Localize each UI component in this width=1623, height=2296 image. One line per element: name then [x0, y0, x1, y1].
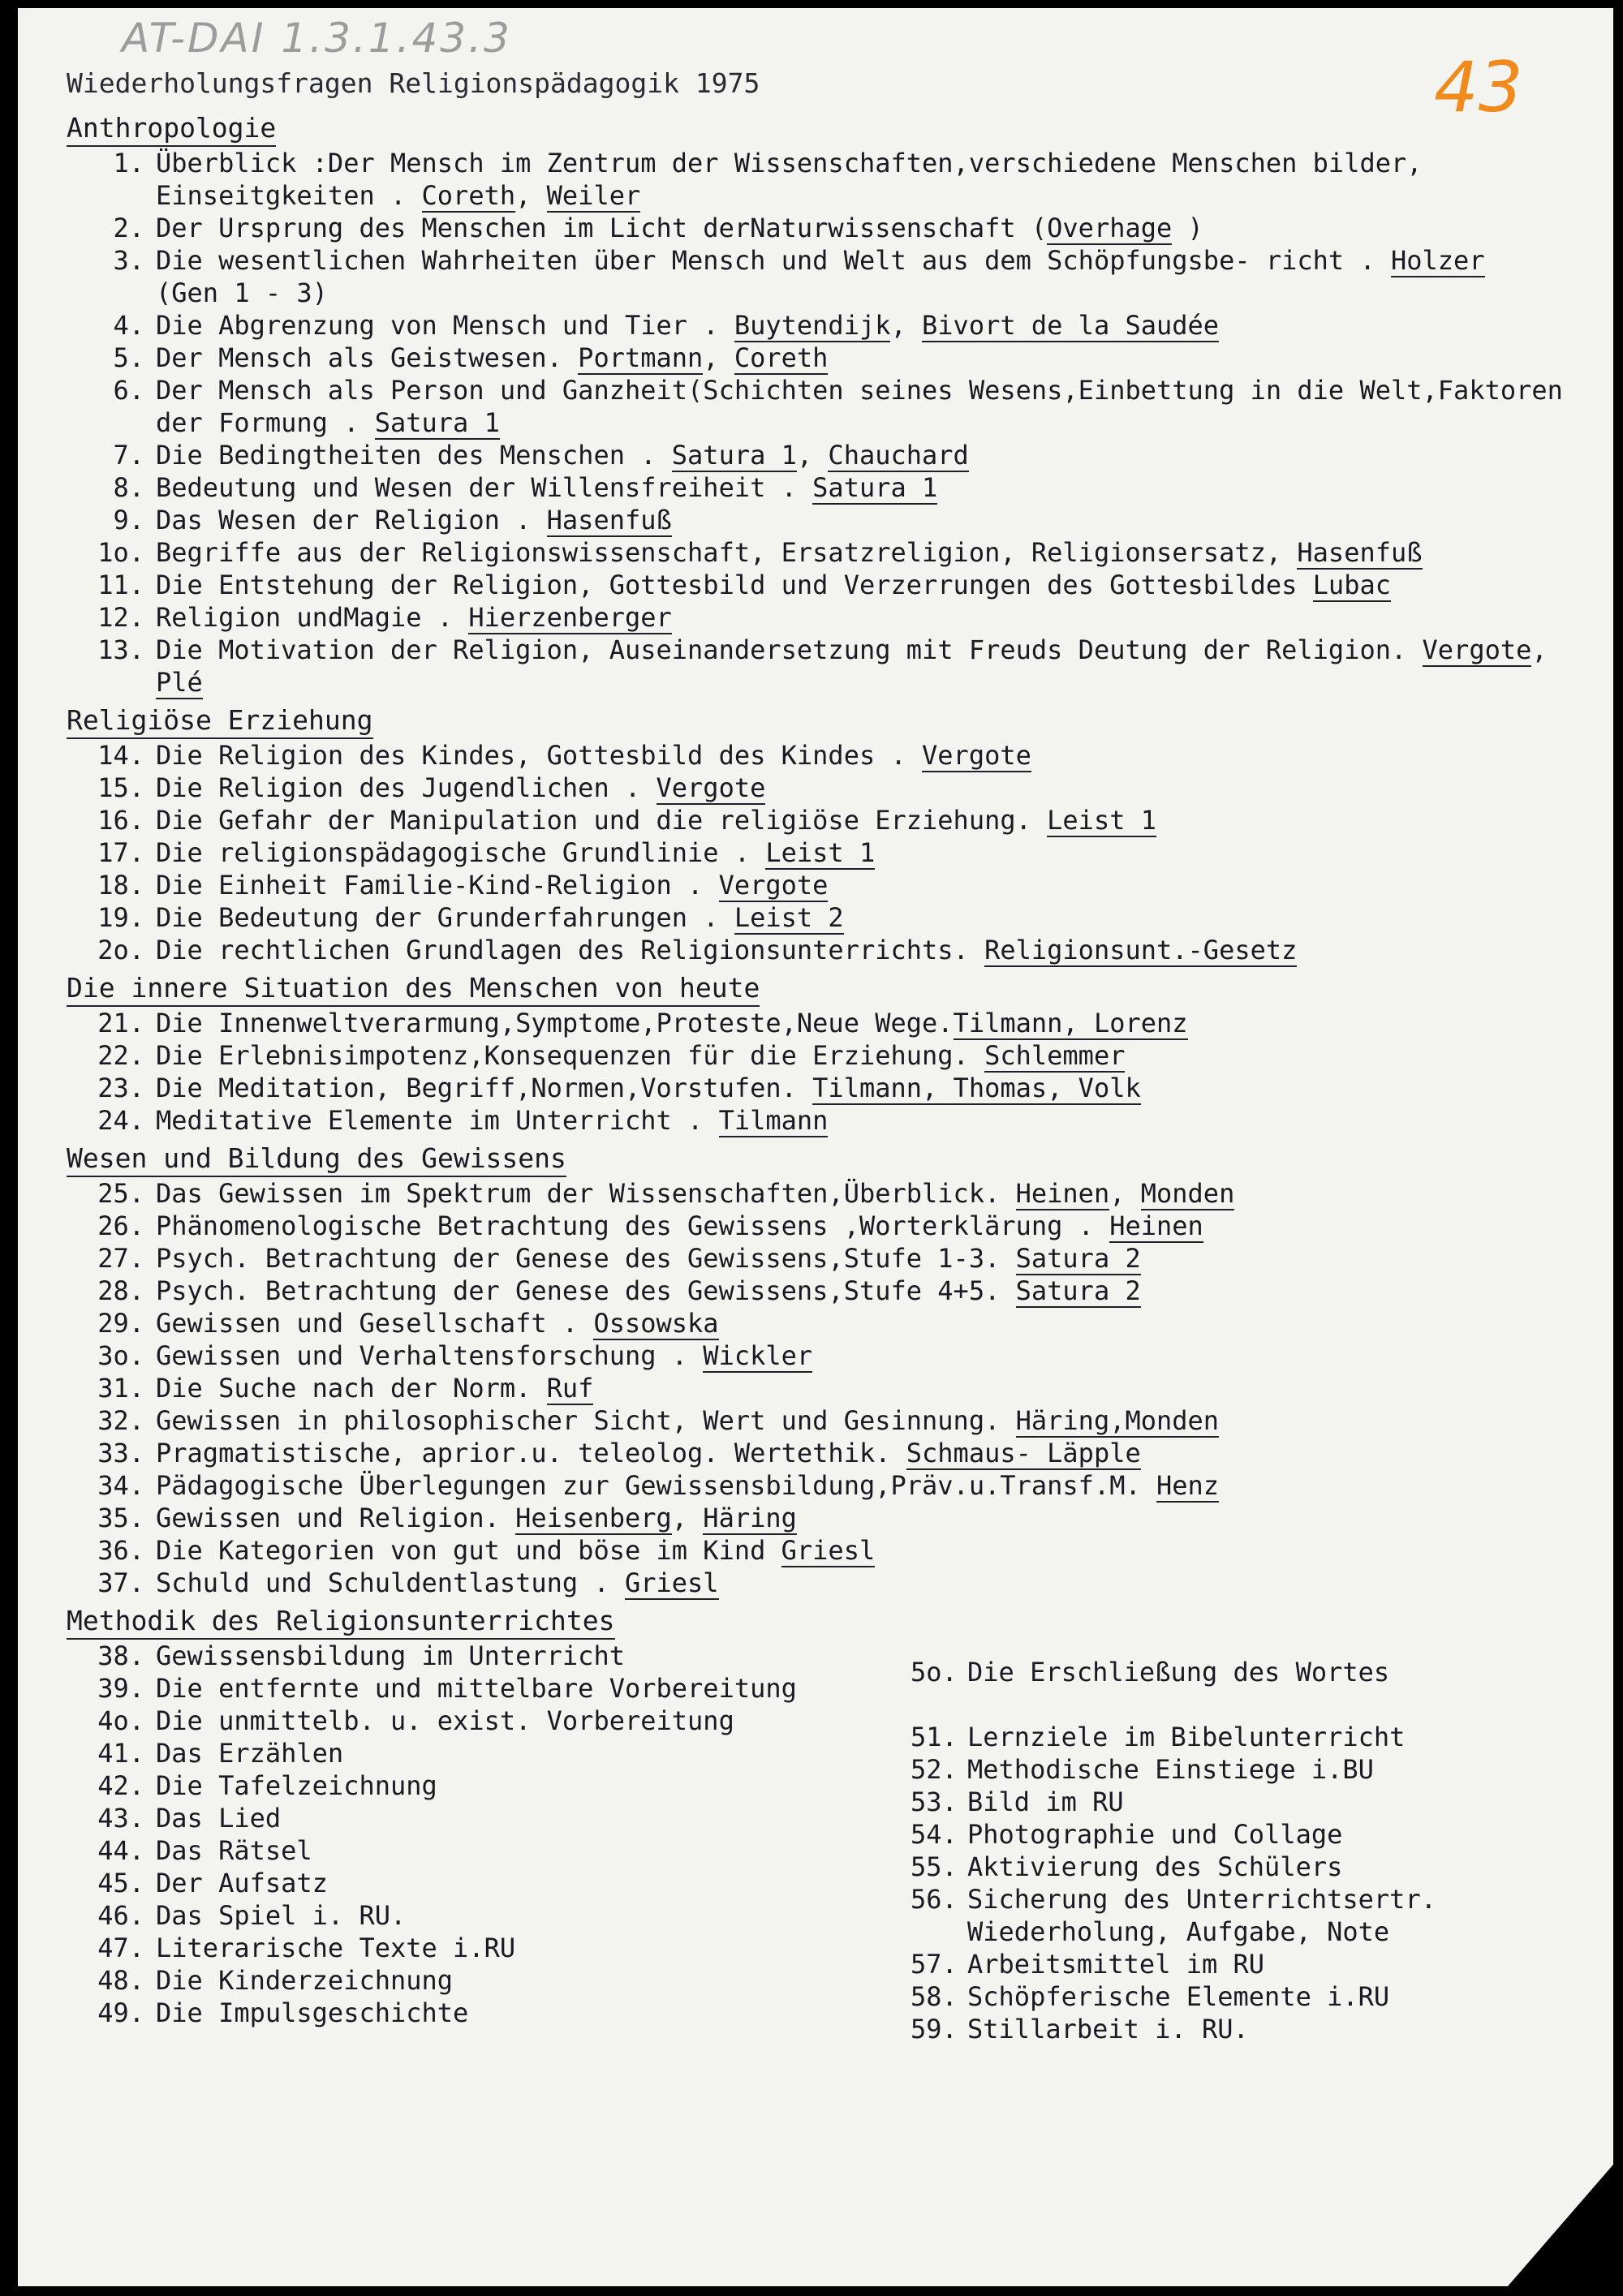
item-text: Bild im RU	[967, 1786, 1124, 1817]
item-text: Die Erlebnisimpotenz,Konsequenzen für die Erziehung.	[156, 1040, 985, 1071]
item-text: Die Religion des Kindes, Gottesbild des Kindes .	[156, 740, 923, 771]
item-number: 46.	[97, 1900, 144, 1931]
item-number: 33.	[97, 1438, 144, 1468]
author-reference: Heinen	[1015, 1178, 1110, 1209]
list-item	[67, 1242, 1600, 1275]
list-item	[67, 1899, 911, 1932]
item-number: 1o.	[97, 537, 144, 568]
list-item	[67, 1964, 911, 1997]
item-text: Der Aufsatz	[156, 1868, 328, 1898]
methodik-right-column	[911, 1640, 1600, 2045]
author-reference: Tilmann	[718, 1105, 829, 1136]
item-number: 25.	[97, 1178, 144, 1209]
item-text: Die Gefahr der Manipulation und die religiöse Erziehung.	[156, 805, 1048, 836]
item-text-block	[144, 569, 1600, 601]
list-item	[67, 1672, 911, 1705]
author-reference: Religionsunt.-Gesetz	[984, 935, 1298, 965]
item-text: Die Meditation, Begriff,Normen,Vorstufen.	[156, 1073, 813, 1103]
author-reference: Tilmann, Thomas, Volk	[812, 1073, 1141, 1103]
document-page	[18, 8, 1613, 2286]
item-text-block	[144, 934, 1600, 966]
item-text: Die Bedingtheiten des Menschen .	[156, 440, 672, 471]
item-text: Die unmittelb. u. exist. Vorbereitung	[156, 1705, 734, 1736]
item-text-block	[144, 374, 1600, 439]
list-item	[911, 1851, 1600, 1883]
item-text: Das Erzählen	[156, 1738, 344, 1769]
author-reference: Heisenberg	[515, 1503, 672, 1533]
author-reference: Portmann	[578, 342, 704, 373]
list-item	[67, 1567, 1600, 1599]
item-text-block	[144, 1275, 1600, 1307]
archive-id-handwritten: AT-DAI 1.3.1.43.3	[122, 15, 512, 62]
list-item	[67, 804, 1600, 836]
list-item	[67, 1867, 911, 1899]
item-number: 8.	[113, 472, 144, 503]
item-number: 26.	[97, 1210, 144, 1241]
item-number: 4.	[113, 310, 144, 341]
item-text-block	[144, 536, 1600, 569]
item-text-block	[144, 739, 1600, 772]
item-text-block	[144, 1210, 1600, 1242]
item-number: 13.	[97, 634, 144, 665]
item-text-block	[144, 1372, 1600, 1404]
item-number: 4o.	[97, 1705, 144, 1736]
item-text: Das Wesen der Religion .	[156, 505, 547, 535]
item-text-after: )	[1172, 213, 1203, 243]
author-reference: Vergote	[1422, 634, 1532, 665]
item-number: 24.	[97, 1105, 144, 1136]
list-item	[67, 772, 1600, 804]
item-text-block	[144, 1404, 1600, 1437]
item-number: 38.	[97, 1640, 144, 1671]
author-reference: Satura 1	[374, 407, 500, 438]
item-number: 22.	[97, 1040, 144, 1071]
author-reference: Leist 1	[765, 837, 876, 868]
item-number: 27.	[97, 1243, 144, 1274]
author-reference: Plé	[156, 667, 203, 698]
item-text-block	[144, 504, 1600, 536]
item-text-block	[144, 1242, 1600, 1275]
author-reference: Griesl	[624, 1567, 719, 1598]
item-text: Die Kinderzeichnung	[156, 1965, 454, 1996]
author-reference: Satura 2	[1015, 1243, 1141, 1274]
item-text-block	[144, 1534, 1600, 1567]
item-number: 37.	[97, 1567, 144, 1598]
document-title: Wiederholungsfragen Religionspädagogik 1975	[67, 67, 760, 99]
list-item	[67, 1737, 911, 1769]
list-item	[911, 2013, 1600, 2045]
item-number: 17.	[97, 837, 144, 868]
item-text	[956, 1688, 1600, 1721]
author-reference: Leist 1	[1047, 805, 1156, 836]
item-number: 31.	[97, 1373, 144, 1404]
item-text: Gewissen und Religion.	[156, 1503, 516, 1533]
author-reference: Coreth	[421, 180, 516, 211]
list-item	[67, 1039, 1600, 1072]
item-text: Die Suche nach der Norm.	[156, 1373, 547, 1404]
item-text-block: Überblick :Der Mensch im Zentrum der Wissenschaften,verschiedene Menschen bilder, Einseitgkeiten . Coreth, Weiler	[156, 148, 1438, 211]
list-item	[67, 1210, 1600, 1242]
item-number: 19.	[97, 902, 144, 933]
item-text: Pragmatistische, aprior.u. teleolog. Wertethik.	[156, 1438, 906, 1468]
list-item	[67, 836, 1600, 869]
list-item	[67, 309, 1600, 342]
item-text: Gewissen und Verhaltensforschung .	[156, 1340, 704, 1371]
item-number: 2.	[113, 213, 144, 243]
item-text: Sicherung des Unterrichtsertr. Wiederholung, Aufgabe, Note	[967, 1884, 1453, 1947]
list-item	[67, 504, 1600, 536]
page-number-handwritten: 43	[1434, 47, 1523, 128]
list-item	[67, 536, 1600, 569]
author-reference: Wickler	[703, 1340, 813, 1371]
item-text: Schuld und Schuldentlastung .	[156, 1567, 625, 1598]
item-text-block	[144, 471, 1600, 504]
item-text: Die Abgrenzung von Mensch und Tier .	[156, 310, 734, 341]
list-item	[67, 1534, 1600, 1567]
item-number: 39.	[97, 1673, 144, 1704]
item-text-block	[144, 1072, 1600, 1104]
author-reference: Häring	[703, 1503, 797, 1533]
section-heading: Methodik des Religionsunterrichtes	[67, 1604, 615, 1640]
sections-container	[67, 106, 1600, 1599]
item-number: 52.	[911, 1754, 958, 1785]
list-item	[911, 1883, 1600, 1948]
item-text-block: Die Motivation der Religion, Auseinandersetzung mit Freuds Deutung der Religion. Vergote, Plé	[156, 634, 1563, 698]
list-item	[67, 1705, 911, 1737]
item-number: 41.	[97, 1738, 144, 1769]
item-text: Die Entstehung der Religion, Gottesbild und Verzerrungen des Gottesbildes	[156, 570, 1313, 600]
item-number: 55.	[911, 1851, 958, 1882]
author-reference: Bivort de la Saudée	[922, 310, 1220, 341]
methodik-left-column	[67, 1640, 911, 2045]
author-reference: Satura 1	[671, 440, 797, 471]
item-text-block	[144, 1469, 1600, 1502]
author-reference: Vergote	[922, 740, 1031, 771]
item-text: Begriffe aus der Religionswissenschaft, Ersatzreligion, Religionsersatz,	[156, 537, 1298, 568]
author-reference: Holzer	[1390, 245, 1485, 276]
item-text: Phänomenologische Betrachtung des Gewissens ,Worterklärung .	[156, 1210, 1110, 1241]
item-number: 43.	[97, 1803, 144, 1834]
item-text: Das Rätsel	[156, 1835, 312, 1866]
list-item	[67, 569, 1600, 601]
list-item	[911, 1688, 1600, 1721]
author-reference: Ruf	[546, 1373, 594, 1404]
list-item	[67, 601, 1600, 634]
item-text: Methodische Einstiege i.BU	[967, 1754, 1374, 1785]
section	[67, 966, 1600, 1137]
author-reference: Monden	[1140, 1178, 1235, 1209]
item-number: 57.	[911, 1949, 958, 1980]
item-number: 3o.	[97, 1340, 144, 1371]
item-text: Die Bedeutung der Grunderfahrungen .	[156, 902, 734, 933]
item-text-block: Die Bedingtheiten des Menschen . Satura 1, Chauchard	[156, 440, 969, 471]
item-text-block	[144, 212, 1600, 244]
item-text: Der Mensch als Person und Ganzheit(Schichten seines Wesens,Einbettung in die Welt,Faktoren der Formung .	[156, 375, 1579, 438]
author-reference: Coreth	[734, 342, 829, 373]
item-text: Das Spiel i. RU.	[156, 1900, 407, 1931]
list-item	[911, 1948, 1600, 1980]
author-reference: Hierzenberger	[468, 602, 672, 633]
author-reference: Satura 1	[812, 472, 938, 503]
list-item	[67, 1997, 911, 2029]
item-text-block	[144, 836, 1600, 869]
item-text: Stillarbeit i. RU.	[967, 2014, 1249, 2044]
author-reference: Hasenfuß	[1297, 537, 1423, 568]
list-item	[67, 1640, 911, 1672]
list-item	[67, 439, 1600, 471]
item-number: 56.	[911, 1884, 958, 1915]
list-item	[67, 1404, 1600, 1437]
author-reference: Ossowska	[593, 1308, 719, 1339]
item-number: 3.	[113, 245, 144, 276]
list-item	[67, 739, 1600, 772]
item-number: 45.	[97, 1868, 144, 1898]
item-text: Meditative Elemente im Unterricht .	[156, 1105, 719, 1136]
item-text: Der Mensch als Geistwesen.	[156, 342, 579, 373]
list-item	[911, 1786, 1600, 1818]
section-heading: Anthropologie	[67, 111, 276, 147]
author-reference: Griesl	[781, 1535, 876, 1566]
item-text: Die Motivation der Religion, Auseinandersetzung mit Freuds Deutung der Religion.	[156, 634, 1423, 665]
list-item	[67, 1802, 911, 1834]
section-heading: Wesen und Bildung des Gewissens	[67, 1142, 566, 1177]
item-text: Gewissen in philosophischer Sicht, Wert und Gesinnung.	[156, 1405, 1016, 1436]
list-item	[67, 1007, 1600, 1039]
item-text-block	[144, 244, 1600, 309]
item-text: Psych. Betrachtung der Genese des Gewissens,Stufe 4+5.	[156, 1275, 1016, 1306]
list-item	[67, 1072, 1600, 1104]
author-reference: Vergote	[656, 772, 766, 803]
section-methodik	[67, 1599, 1600, 2045]
item-text-block	[144, 1039, 1600, 1072]
item-number: 18.	[97, 870, 144, 901]
list-item	[67, 1437, 1600, 1469]
item-text-block: Die Abgrenzung von Mensch und Tier . Buytendijk, Bivort de la Saudée	[156, 310, 1220, 341]
author-reference: Schlemmer	[984, 1040, 1126, 1071]
item-number: 7.	[113, 440, 144, 471]
list-item	[67, 1469, 1600, 1502]
item-text-block	[144, 1339, 1600, 1372]
folded-corner	[1508, 2165, 1613, 2286]
item-text: Die wesentlichen Wahrheiten über Mensch und Welt aus dem Schöpfungsbe- richt .	[156, 245, 1391, 276]
methodik-columns	[67, 1640, 1600, 2045]
item-text: Das Lied	[156, 1803, 282, 1834]
author-reference: Heinen	[1109, 1210, 1203, 1241]
item-number	[911, 1688, 956, 1721]
list-item	[67, 244, 1600, 309]
item-text: Religion undMagie .	[156, 602, 469, 633]
item-number: 44.	[97, 1835, 144, 1866]
item-number: 1.	[113, 148, 144, 178]
item-number: 2o.	[97, 935, 144, 965]
item-number: 6.	[113, 375, 144, 406]
item-text-block: Der Mensch als Geistwesen. Portmann, Coreth	[156, 342, 829, 373]
list-item	[67, 342, 1600, 374]
item-text-after: (Gen 1 - 3)	[156, 245, 1595, 308]
item-text: Gewissen und Gesellschaft .	[156, 1308, 594, 1339]
item-text-block: Das Gewissen im Spektrum der Wissenschaften,Überblick. Heinen, Monden	[156, 1178, 1235, 1209]
list-item	[67, 1339, 1600, 1372]
item-number: 42.	[97, 1770, 144, 1801]
item-text-block	[144, 1104, 1600, 1137]
list-item	[67, 1275, 1600, 1307]
item-number: 5o.	[911, 1657, 958, 1688]
item-number: 51.	[911, 1722, 958, 1752]
author-reference: Chauchard	[828, 440, 969, 471]
item-text: Die Tafelzeichnung	[156, 1770, 437, 1801]
list-item	[67, 1177, 1600, 1210]
item-text: Überblick :Der Mensch im Zentrum der Wissenschaften,verschiedene Menschen bilder, Einseitgkeiten .	[156, 148, 1438, 211]
item-text-block	[144, 804, 1600, 836]
item-text-block	[144, 1437, 1600, 1469]
item-text-block	[144, 869, 1600, 901]
item-text-block	[144, 772, 1600, 804]
item-text: Das Gewissen im Spektrum der Wissenschaften,Überblick.	[156, 1178, 1016, 1209]
author-reference: Buytendijk	[734, 310, 891, 341]
item-number: 14.	[97, 740, 144, 771]
section-heading: Religiöse Erziehung	[67, 703, 373, 739]
item-text: Gewissensbildung im Unterricht	[156, 1640, 625, 1671]
list-item	[67, 901, 1600, 934]
item-text: Arbeitsmittel im RU	[967, 1949, 1265, 1980]
author-reference: Vergote	[718, 870, 829, 901]
item-text: Die rechtlichen Grundlagen des Religionsunterrichts.	[156, 935, 985, 965]
item-text: Photographie und Collage	[967, 1819, 1343, 1850]
list-item	[67, 1502, 1600, 1534]
item-text: Die religionspädagogische Grundlinie .	[156, 837, 766, 868]
item-text-block	[144, 601, 1600, 634]
list-item	[67, 1307, 1600, 1339]
author-reference: Hasenfuß	[546, 505, 672, 535]
item-number: 49.	[97, 1997, 144, 2028]
item-text: Aktivierung des Schülers	[967, 1851, 1343, 1882]
item-text: Die Einheit Familie-Kind-Religion .	[156, 870, 719, 901]
author-reference: Satura 2	[1015, 1275, 1141, 1306]
item-number: 32.	[97, 1405, 144, 1436]
author-reference: Schmaus- Läpple	[906, 1438, 1141, 1468]
section-heading: Die innere Situation des Menschen von heute	[67, 971, 760, 1007]
author-reference: Henz	[1156, 1470, 1220, 1501]
item-text: Bedeutung und Wesen der Willensfreiheit .	[156, 472, 813, 503]
section	[67, 106, 1600, 699]
item-text-block	[144, 1567, 1600, 1599]
list-item	[67, 1932, 911, 1964]
item-text: Psych. Betrachtung der Genese des Gewissens,Stufe 1-3.	[156, 1243, 1016, 1274]
list-item	[911, 1721, 1600, 1753]
item-number: 48.	[97, 1965, 144, 1996]
document-body	[67, 61, 1600, 2045]
item-text-block	[144, 1007, 1600, 1039]
list-item	[67, 1104, 1600, 1137]
list-item	[67, 471, 1600, 504]
item-number: 35.	[97, 1503, 144, 1533]
item-number: 28.	[97, 1275, 144, 1306]
author-reference: Häring,Monden	[1015, 1405, 1220, 1436]
author-reference: Overhage	[1047, 213, 1173, 243]
item-number: 11.	[97, 570, 144, 600]
item-number: 5.	[113, 342, 144, 373]
item-number: 34.	[97, 1470, 144, 1501]
list-item	[67, 1769, 911, 1802]
author-reference: Weiler	[546, 180, 641, 211]
item-text-block: Gewissen und Religion. Heisenberg, Häring	[156, 1503, 797, 1533]
item-number: 36.	[97, 1535, 144, 1566]
item-text: Die Erschließung des Wortes	[967, 1657, 1390, 1688]
item-text: Die Religion des Jugendlichen .	[156, 772, 657, 803]
author-reference: Tilmann, Lorenz	[953, 1008, 1188, 1038]
item-number: 59.	[911, 2014, 958, 2044]
item-number: 15.	[97, 772, 144, 803]
item-text-block	[144, 901, 1600, 934]
section	[67, 699, 1600, 966]
section	[67, 1137, 1600, 1599]
item-text: Pädagogische Überlegungen zur Gewissensbildung,Präv.u.Transf.M.	[156, 1470, 1156, 1501]
item-number: 54.	[911, 1819, 958, 1850]
list-item	[67, 1834, 911, 1867]
list-item	[911, 1818, 1600, 1851]
list-item	[67, 634, 1600, 699]
item-text: Die Innenweltverarmung,Symptome,Proteste,Neue Wege.	[156, 1008, 954, 1038]
item-number: 29.	[97, 1308, 144, 1339]
item-number: 53.	[911, 1786, 958, 1817]
list-item	[67, 212, 1600, 244]
item-text: Schöpferische Elemente i.RU	[967, 1981, 1390, 2012]
item-number: 47.	[97, 1933, 144, 1963]
item-text: Literarische Texte i.RU	[156, 1933, 516, 1963]
item-number: 9.	[113, 505, 144, 535]
item-text: Die Impulsgeschichte	[156, 1997, 469, 2028]
author-reference: Lubac	[1312, 570, 1391, 600]
list-item	[67, 374, 1600, 439]
item-text: Der Ursprung des Menschen im Licht derNaturwissenschaft (	[156, 213, 1048, 243]
item-text: Die Kategorien von gut und böse im Kind	[156, 1535, 781, 1566]
list-item	[911, 1980, 1600, 2013]
item-number: 21.	[97, 1008, 144, 1038]
item-number: 12.	[97, 602, 144, 633]
item-text-block	[144, 1307, 1600, 1339]
list-item	[67, 869, 1600, 901]
item-number: 16.	[97, 805, 144, 836]
item-text: Lernziele im Bibelunterricht	[967, 1722, 1406, 1752]
item-number: 58.	[911, 1981, 958, 2012]
list-item	[67, 1372, 1600, 1404]
author-reference: Leist 2	[734, 902, 844, 933]
list-item	[67, 147, 1600, 212]
list-item	[911, 1753, 1600, 1786]
item-number: 23.	[97, 1073, 144, 1103]
list-item	[911, 1656, 1600, 1688]
list-item	[67, 934, 1600, 966]
item-text: Die entfernte und mittelbare Vorbereitung	[156, 1673, 797, 1704]
